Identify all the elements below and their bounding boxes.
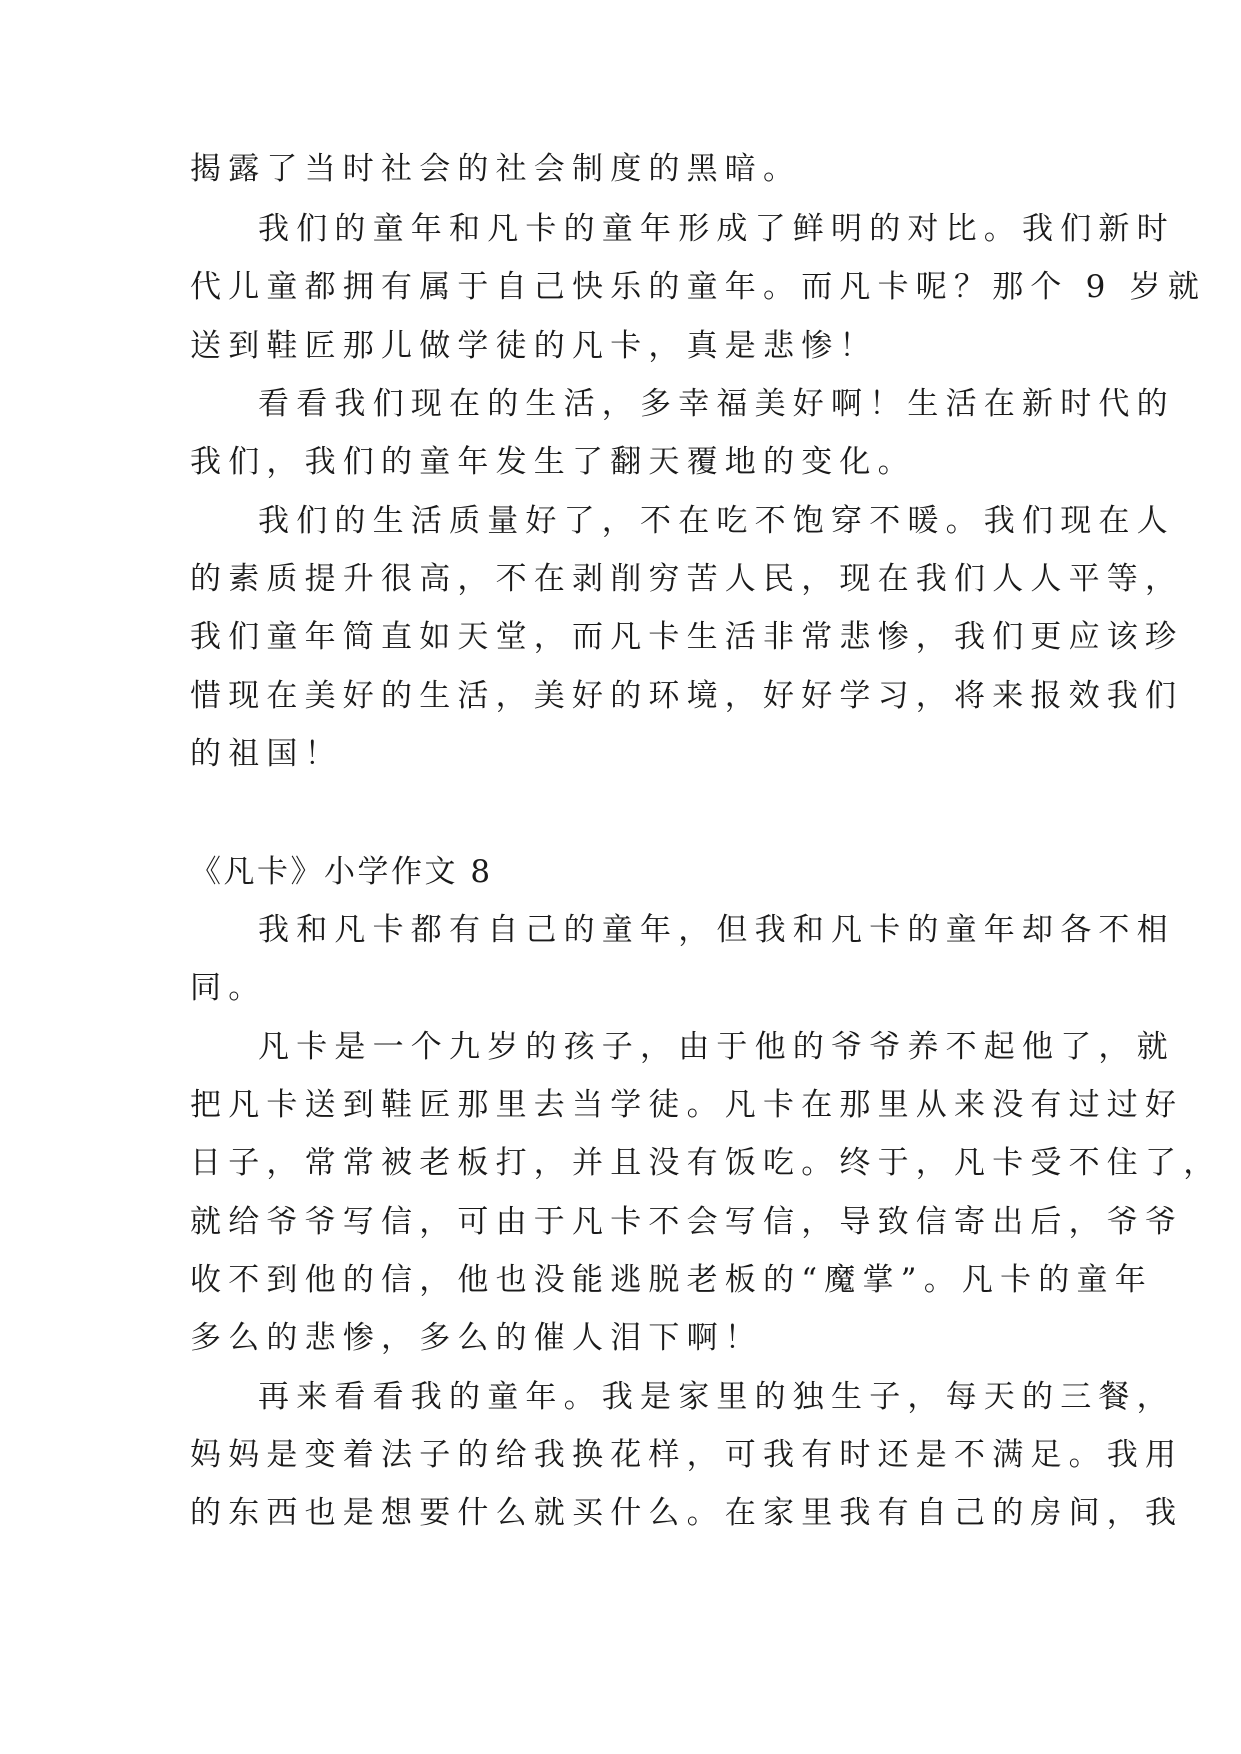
text-line: 的东西也是想要什么就买什么。在家里我有自己的房间，我 <box>190 1495 1184 1531</box>
text-line: 惜现在美好的生活，美好的环境，好好学习，将来报效我们 <box>190 678 1184 714</box>
text-line: 送到鞋匠那儿做学徒的凡卡，真是悲惨！ <box>190 328 878 364</box>
text-line: 我们，我们的童年发生了翻天覆地的变化。 <box>190 444 916 480</box>
paragraph-first-line: 凡卡是一个九岁的孩子，由于他的爷爷养不起他了，就 <box>258 1029 1175 1065</box>
text-line: 日子，常常被老板打，并且没有饭吃。终于，凡卡受不住了， <box>190 1145 1222 1181</box>
text-line: 妈妈是变着法子的给我换花样，可我有时还是不满足。我用 <box>190 1437 1184 1473</box>
paragraph-first-line: 我和凡卡都有自己的童年，但我和凡卡的童年却各不相 <box>258 912 1175 948</box>
text-line: 揭露了当时社会的社会制度的黑暗。 <box>190 151 802 187</box>
paragraph-first-line: 看看我们现在的生活，多幸福美好啊！生活在新时代的 <box>258 386 1175 422</box>
paragraph-first-line: 我们的童年和凡卡的童年形成了鲜明的对比。我们新时 <box>258 211 1175 247</box>
text-line: 同。 <box>190 970 267 1006</box>
paragraph-first-line: 再来看看我的童年。我是家里的独生子，每天的三餐， <box>258 1379 1175 1415</box>
text-line: 多么的悲惨，多么的催人泪下啊！ <box>190 1320 763 1356</box>
text-line: 代儿童都拥有属于自己快乐的童年。而凡卡呢？那个 9 岁就 <box>190 269 1207 305</box>
text-line: 的素质提升很高，不在剥削穷苦人民，现在我们人人平等， <box>190 561 1184 597</box>
text-line: 就给爷爷写信，可由于凡卡不会写信，导致信寄出后，爷爷 <box>190 1204 1184 1240</box>
text-line: 把凡卡送到鞋匠那里去当学徒。凡卡在那里从来没有过过好 <box>190 1087 1184 1123</box>
text-line: 的祖国！ <box>190 736 343 772</box>
paragraph-first-line: 我们的生活质量好了，不在吃不饱穿不暖。我们现在人 <box>258 503 1175 539</box>
text-line: 我们童年简直如天堂，而凡卡生活非常悲惨，我们更应该珍 <box>190 619 1184 655</box>
section-title: 《凡卡》小学作文 8 <box>190 854 493 890</box>
text-line: 收不到他的信，他也没能逃脱老板的“魔掌”。凡卡的童年 <box>190 1262 1153 1298</box>
